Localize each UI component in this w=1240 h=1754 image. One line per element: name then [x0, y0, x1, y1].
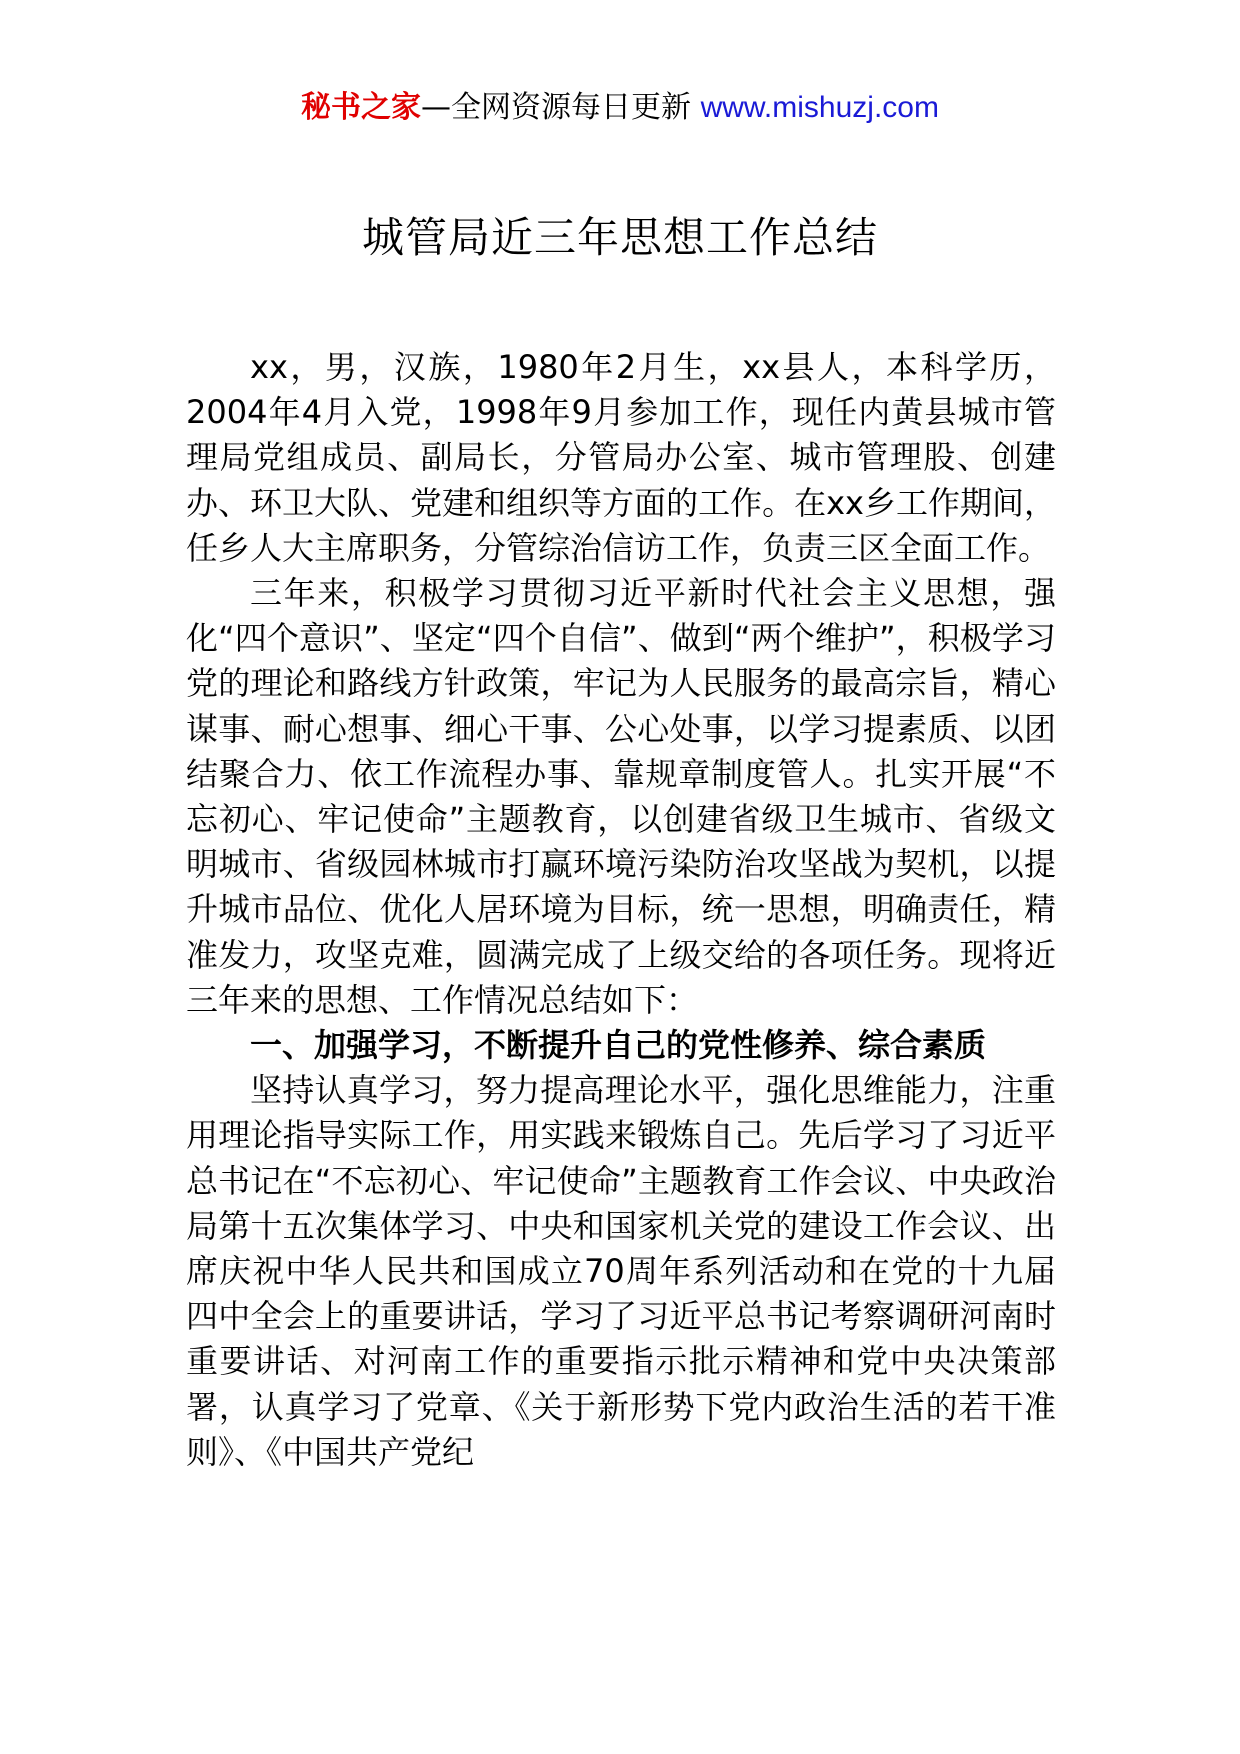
paragraph-overview: 三年来，积极学习贯彻习近平新时代社会主义思想，强化“四个意识”、坚定“四个自信”、做到“两个维护”，积极学习党的理论和路线方针政策，牢记为人民服务的最高宗旨，精心谋事、耐心想事、细心干事、公心处事，以学习提素质、以团结聚合力、依工作流程办事、靠规章制度管人。扎实开展“不忘初心、牢记使命”主题教育，以创建省级卫生城市、省级文明城市、省级园林城市打赢环境污染防治攻坚战为契机，以提升城市品位、优化人居环境为目标，统一思想，明确责任，精准发力，攻坚克难，圆满完成了上级交给的各项任务。现将近三年来的思想、工作情况总结如下：: [186, 574, 1056, 1019]
document-body: [186, 345, 1056, 1475]
brand-name: 秘书之家: [301, 90, 422, 125]
paragraph-profile: xx，男，汉族，1980年2月生，xx县人，本科学历，2004年4月入党，1998年9月参加工作，现任内黄县城市管理局党组成员、副局长，分管局办公室、城市管理股、创建办、环卫大队、党建和组织等方面的工作。在xx乡工作期间，任乡人大主席职务，分管综治信访工作，负责三区全面工作。: [186, 348, 1056, 567]
header-slogan: —全网资源每日更新: [421, 90, 692, 125]
paragraph-study: 坚持认真学习，努力提高理论水平，强化思维能力，注重用理论指导实际工作，用实践来锻炼自己。先后学习了习近平总书记在“不忘初心、牢记使命”主题教育工作会议、中央政治局第十五次集体学习、中央和国家机关党的建设工作会议、出席庆祝中华人民共和国成立70周年系列活动和在党的十九届四中全会上的重要讲话，学习了习近平总书记考察调研河南时重要讲话、对河南工作的重要指示批示精神和党中央决策部署，认真学习了党章、《关于新形势下党内政治生活的若干准则》、《中国共产党纪: [186, 1071, 1056, 1471]
site-url-link[interactable]: www.mishuzj.com: [700, 91, 939, 124]
section-heading-1: 一、加强学习，不断提升自己的党性修养、综合素质: [250, 1026, 987, 1065]
document-title: 城管局近三年思想工作总结: [361, 213, 878, 262]
site-header: [0, 88, 1240, 128]
